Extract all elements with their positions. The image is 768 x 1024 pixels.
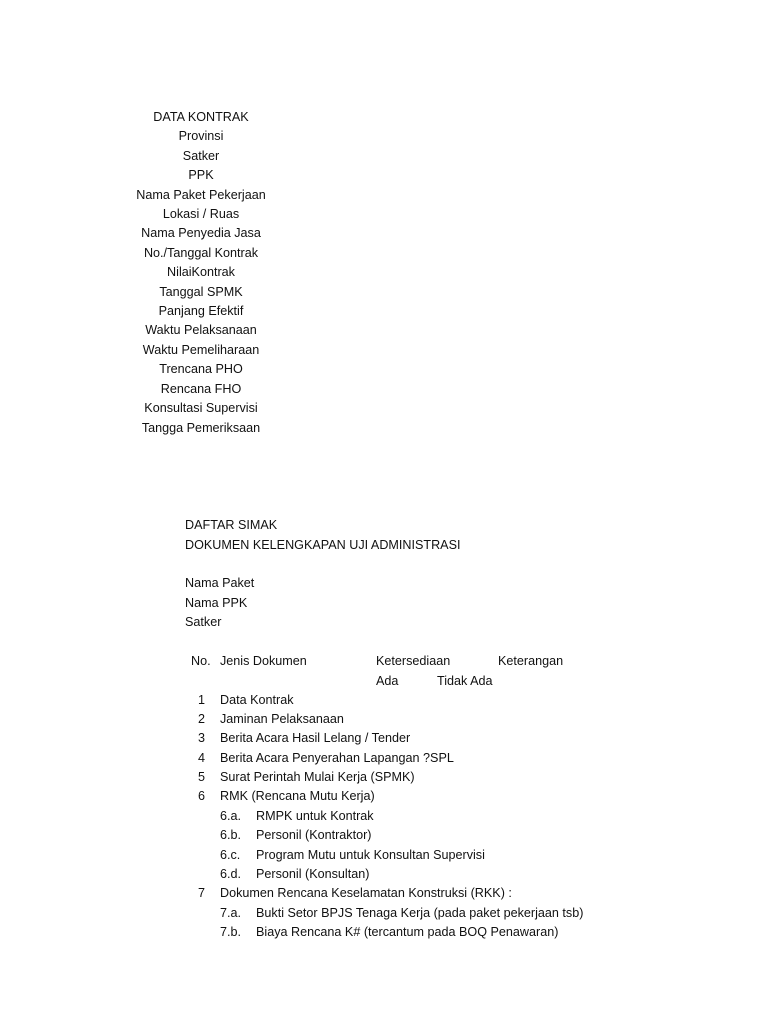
row-number: 7 xyxy=(198,886,206,900)
row-number: 1 xyxy=(198,693,206,707)
row-label: Berita Acara Hasil Lelang / Tender xyxy=(220,731,411,745)
row-number: 5 xyxy=(198,770,206,784)
daftar-simak-subtitle: DOKUMEN KELENGKAPAN UJI ADMINISTRASI xyxy=(185,538,461,552)
row-label: RMK (Rencana Mutu Kerja) xyxy=(220,789,375,803)
sub-row-label: Bukti Setor BPJS Tenaga Kerja (pada paket pekerjaan tsb) xyxy=(256,906,584,920)
column-header-keterangan: Keterangan xyxy=(498,654,564,668)
data-kontrak-heading: DATA KONTRAK xyxy=(153,110,249,124)
sub-row-label: Personil (Konsultan) xyxy=(256,867,370,881)
row-number: 4 xyxy=(198,751,206,765)
column-header-ketersediaan: Ketersediaan xyxy=(376,654,451,668)
sub-row-label: RMPK untuk Kontrak xyxy=(256,809,374,823)
row-label: Jaminan Pelaksanaan xyxy=(220,712,344,726)
field-label: Provinsi xyxy=(178,129,224,144)
column-header-tidak-ada: Tidak Ada xyxy=(437,674,493,688)
field-label: Satker xyxy=(182,148,220,163)
row-number: 3 xyxy=(198,731,206,745)
sub-row-number: 6.a. xyxy=(220,809,242,823)
field-label: Rencana FHO xyxy=(160,381,242,396)
field-label: PPK xyxy=(188,168,214,183)
sub-row-label: Personil (Kontraktor) xyxy=(256,828,372,842)
sub-row-number: 7.b. xyxy=(220,925,242,939)
field-label: Panjang Efektif xyxy=(158,304,244,319)
row-label: Surat Perintah Mulai Kerja (SPMK) xyxy=(220,770,415,784)
field-label: No./Tanggal Kontrak xyxy=(143,245,259,260)
field-label: Tangga Pemeriksaan xyxy=(141,420,261,435)
row-number: 2 xyxy=(198,712,206,726)
field-label: Tanggal SPMK xyxy=(159,284,243,299)
sub-row-number: 6.b. xyxy=(220,828,242,842)
field-label: Trencana PHO xyxy=(159,362,243,377)
data-kontrak-block xyxy=(101,108,301,438)
field-label: Konsultasi Supervisi xyxy=(144,401,258,416)
row-number: 6 xyxy=(198,789,206,803)
row-label: Dokumen Rencana Keselamatan Konstruksi (RKK) : xyxy=(220,886,512,900)
sub-row-label: Biaya Rencana K# (tercantum pada BOQ Penawaran) xyxy=(256,925,559,939)
sub-row-label: Program Mutu untuk Konsultan Supervisi xyxy=(256,848,485,862)
info-nama-ppk: Nama PPK xyxy=(185,596,248,610)
sub-row-number: 6.c. xyxy=(220,848,241,862)
column-header-no: No. xyxy=(191,654,211,668)
info-nama-paket: Nama Paket xyxy=(185,576,255,590)
field-label: Waktu Pelaksanaan xyxy=(145,323,257,338)
row-label: Data Kontrak xyxy=(220,693,294,707)
info-satker: Satker xyxy=(185,615,222,629)
sub-row-number: 7.a. xyxy=(220,906,242,920)
column-header-jenis-dokumen: Jenis Dokumen xyxy=(220,654,307,668)
column-header-ada: Ada xyxy=(376,674,399,688)
field-label: NilaiKontrak xyxy=(167,265,235,280)
field-label: Nama Penyedia Jasa xyxy=(141,226,261,241)
field-label: Nama Paket Pekerjaan xyxy=(136,187,266,202)
daftar-simak-title: DAFTAR SIMAK xyxy=(185,518,278,532)
row-label: Berita Acara Penyerahan Lapangan ?SPL xyxy=(220,751,454,765)
field-label: Waktu Pemeliharaan xyxy=(142,342,260,357)
sub-row-number: 6.d. xyxy=(220,867,242,881)
field-label: Lokasi / Ruas xyxy=(162,207,240,222)
